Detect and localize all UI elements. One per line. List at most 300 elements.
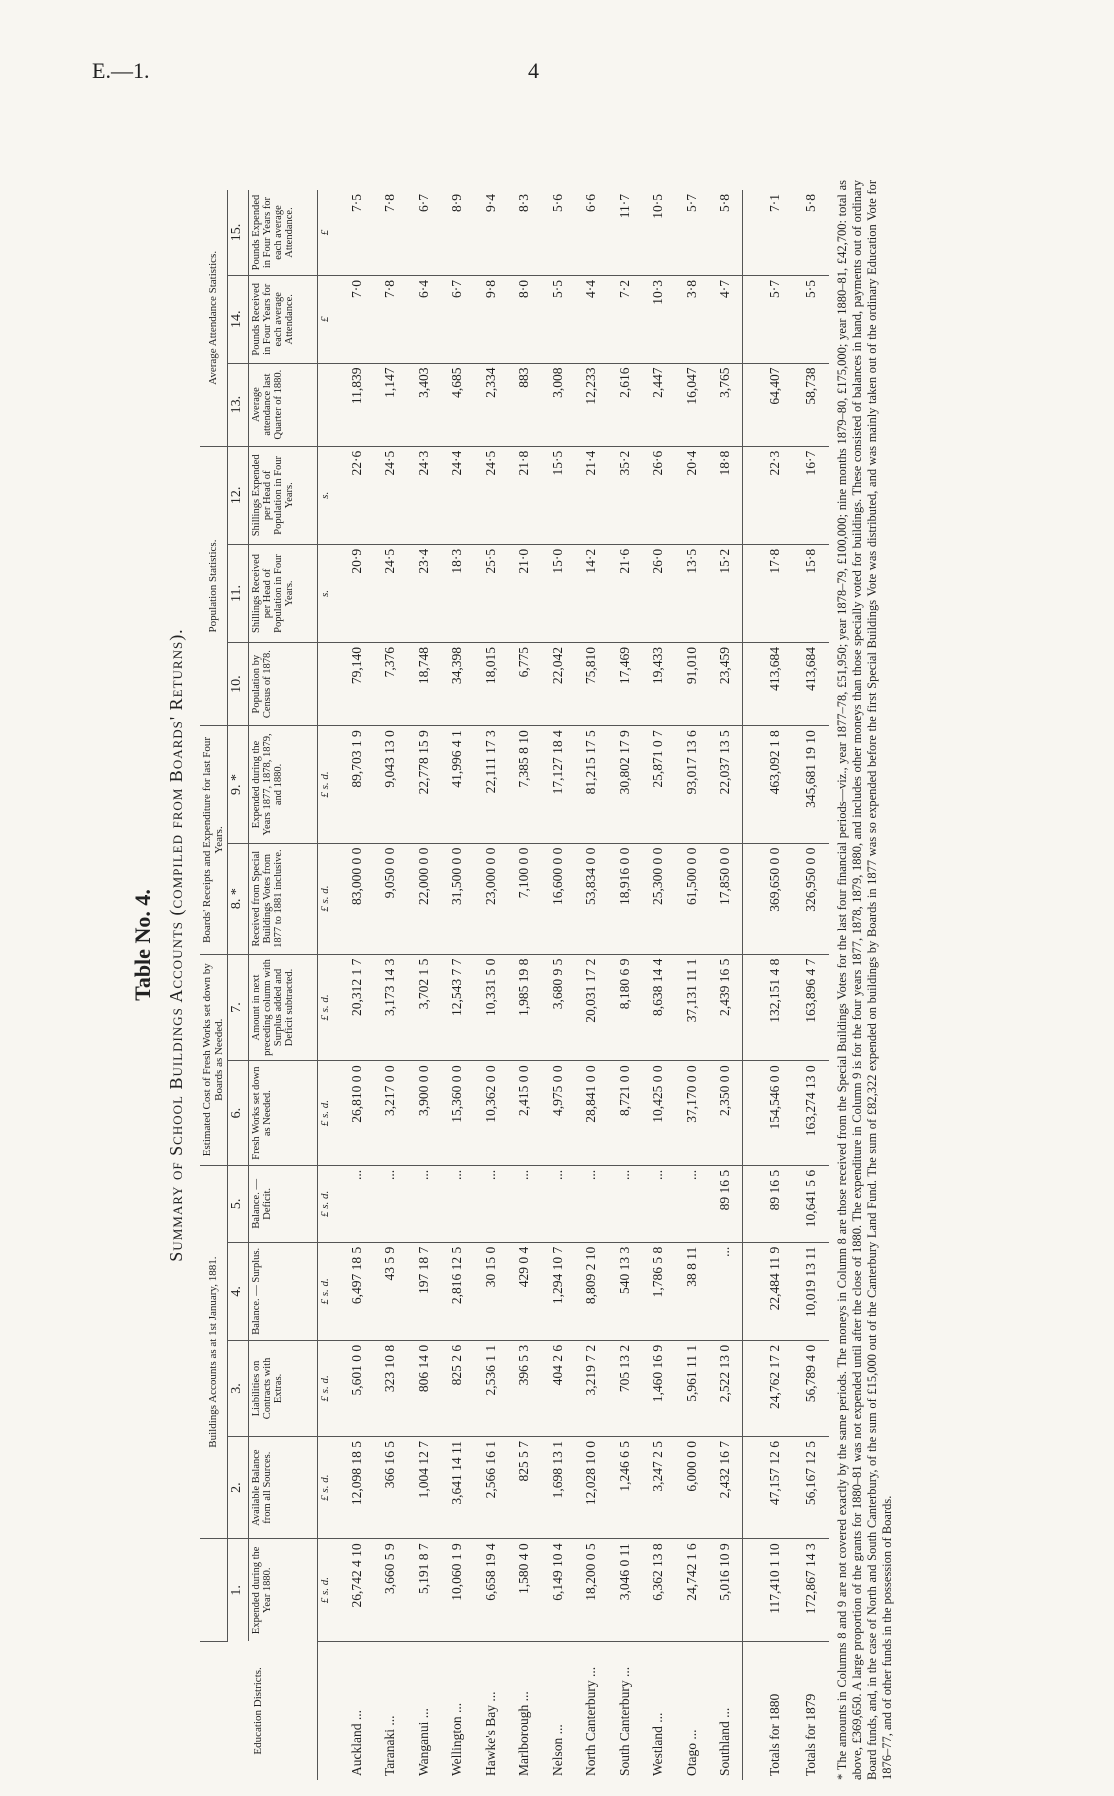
row-label: Auckland ... bbox=[348, 1710, 364, 1776]
table-cell: 4,975 0 0 bbox=[541, 1061, 575, 1166]
table-row bbox=[675, 190, 709, 1780]
column-number: 1. bbox=[228, 1539, 249, 1641]
table-cell: 2,350 0 0 bbox=[709, 1061, 743, 1166]
column-unit: £ s. d. bbox=[318, 726, 341, 843]
row-label: Marlborough ... bbox=[516, 1691, 532, 1776]
table-cell: 38 8 11 bbox=[675, 1242, 709, 1340]
table-cell: 17·8 bbox=[757, 544, 793, 642]
table-cell: 8·3 bbox=[508, 190, 542, 276]
table-cell: 23,000 0 0 bbox=[474, 843, 508, 954]
table-cell: 15·8 bbox=[793, 544, 829, 642]
table-cell: 17,127 18 4 bbox=[541, 726, 575, 843]
table-cell: 18,015 bbox=[474, 643, 508, 726]
table-cell: 5·8 bbox=[709, 190, 743, 276]
separator-cell bbox=[743, 363, 758, 446]
table-row bbox=[508, 190, 542, 1780]
table-cell: 12,098 18 5 bbox=[340, 1436, 374, 1538]
column-unit: s. bbox=[318, 446, 341, 544]
table-cell: ... bbox=[541, 1165, 575, 1242]
column-description: Expended during the Years 1877, 1878, 1879, and 1880. bbox=[249, 726, 318, 843]
column-description: Expended during the Year 1880. bbox=[249, 1539, 318, 1641]
table-cell: ... bbox=[407, 1165, 441, 1242]
table-cell: 5,961 11 1 bbox=[675, 1340, 709, 1436]
table-cell: 15·0 bbox=[541, 544, 575, 642]
table-cell: 2,616 bbox=[608, 363, 642, 446]
table-cell: 163,896 4 7 bbox=[793, 954, 829, 1061]
table-row bbox=[474, 190, 508, 1780]
column-unit: £ s. d. bbox=[318, 843, 341, 954]
table-cell: 5,601 0 0 bbox=[340, 1340, 374, 1436]
table-row bbox=[608, 190, 642, 1780]
table-cell: 1,985 19 8 bbox=[508, 954, 542, 1061]
table-cell: 12,543 7 7 bbox=[441, 954, 475, 1061]
table-cell: 8,809 2 10 bbox=[575, 1242, 609, 1340]
table-row bbox=[575, 190, 609, 1780]
column-number: 5. bbox=[228, 1165, 249, 1242]
table-cell: 6·4 bbox=[407, 276, 441, 363]
column-unit: £ s. d. bbox=[318, 1061, 341, 1166]
table-cell: 429 0 4 bbox=[508, 1242, 542, 1340]
table-cell: ... bbox=[374, 1165, 408, 1242]
table-cell: ... bbox=[340, 1165, 374, 1242]
table-cell: 2,334 bbox=[474, 363, 508, 446]
table-cell: 3,403 bbox=[407, 363, 441, 446]
table-cell: 3·8 bbox=[675, 276, 709, 363]
table-cell: 5·7 bbox=[757, 276, 793, 363]
column-description: Amount in next preceding column with Surplus added and Deficit subtracted. bbox=[249, 954, 318, 1061]
column-number: 9. * bbox=[228, 726, 249, 843]
table-cell: 345,681 19 10 bbox=[793, 726, 829, 843]
unit-row bbox=[318, 190, 341, 1780]
table-cell: 25,300 0 0 bbox=[642, 843, 676, 954]
column-description: Shillings Received per Head of Population in Four Years. bbox=[249, 544, 318, 642]
table-cell: 26,810 0 0 bbox=[340, 1061, 374, 1166]
row-label: North Canterbury ... bbox=[583, 1666, 599, 1776]
table-row bbox=[642, 190, 676, 1780]
table-cell: 883 bbox=[508, 363, 542, 446]
table-cell: 41,996 4 1 bbox=[441, 726, 475, 843]
table-cell: 47,157 12 6 bbox=[757, 1436, 793, 1538]
table-body bbox=[340, 190, 829, 1780]
table-cell: 8·9 bbox=[441, 190, 475, 276]
table-cell: 18·8 bbox=[709, 446, 743, 544]
table-cell: 366 16 5 bbox=[374, 1436, 408, 1538]
column-description: Shillings Expended per Head of Population in Four Years. bbox=[249, 446, 318, 544]
table-cell: 18,916 0 0 bbox=[608, 843, 642, 954]
separator-cell bbox=[743, 1165, 758, 1242]
column-description: Fresh Works set down as Needed. bbox=[249, 1061, 318, 1166]
table-cell: 18,200 0 5 bbox=[575, 1539, 609, 1641]
table-subtitle: Summary of School Buildings Accounts (compiled from Boards' Returns). bbox=[166, 628, 186, 1262]
separator-cell bbox=[743, 843, 758, 954]
table-cell: 53,834 0 0 bbox=[575, 843, 609, 954]
table-cell: 3,219 7 2 bbox=[575, 1340, 609, 1436]
table-cell: 83,000 0 0 bbox=[340, 843, 374, 954]
col-1-group bbox=[200, 1539, 228, 1641]
column-unit: £ s. d. bbox=[318, 1242, 341, 1340]
table-cell: 1,460 16 9 bbox=[642, 1340, 676, 1436]
table-cell: 7,376 bbox=[374, 643, 408, 726]
table-cell: 5·5 bbox=[793, 276, 829, 363]
table-cell: 3,680 9 5 bbox=[541, 954, 575, 1061]
table-cell: 6,497 18 5 bbox=[340, 1242, 374, 1340]
table-cell: 3,247 2 5 bbox=[642, 1436, 676, 1538]
table-cell: 10,641 5 6 bbox=[793, 1165, 829, 1242]
separator-cell bbox=[743, 190, 758, 276]
table-cell: 56,167 12 5 bbox=[793, 1436, 829, 1538]
table-cell: 25,871 0 7 bbox=[642, 726, 676, 843]
column-unit: £ s. d. bbox=[318, 954, 341, 1061]
table-cell: 22·6 bbox=[340, 446, 374, 544]
column-description: Balance. — Deficit. bbox=[249, 1165, 318, 1242]
table-cell: 2,816 12 5 bbox=[441, 1242, 475, 1340]
table-cell: 37,170 0 0 bbox=[675, 1061, 709, 1166]
table-cell: 5·8 bbox=[793, 190, 829, 276]
table-cell: 21·6 bbox=[608, 544, 642, 642]
table-cell: 7·8 bbox=[374, 276, 408, 363]
table-cell: 21·8 bbox=[508, 446, 542, 544]
table-cell: 20,312 1 7 bbox=[340, 954, 374, 1061]
table-cell: 8·0 bbox=[508, 276, 542, 363]
column-number: 4. bbox=[228, 1242, 249, 1340]
column-unit: £ s. d. bbox=[318, 1436, 341, 1538]
table-cell: 23·4 bbox=[407, 544, 441, 642]
totals-separator bbox=[743, 190, 758, 1780]
table-cell: 24·5 bbox=[474, 446, 508, 544]
rotated-table-page bbox=[130, 100, 960, 1790]
table-cell: 10·5 bbox=[642, 190, 676, 276]
table-cell: 34,398 bbox=[441, 643, 475, 726]
table-cell: 31,500 0 0 bbox=[441, 843, 475, 954]
table-cell: 19,433 bbox=[642, 643, 676, 726]
table-cell: 21·0 bbox=[508, 544, 542, 642]
table-cell: 3,008 bbox=[541, 363, 575, 446]
table-cell: 5·7 bbox=[675, 190, 709, 276]
table-cell: 10,019 13 11 bbox=[793, 1242, 829, 1340]
table-cell: 3,660 5 9 bbox=[374, 1539, 408, 1641]
table-cell: 26,742 4 10 bbox=[340, 1539, 374, 1641]
table-cell: ... bbox=[575, 1165, 609, 1242]
separator-cell bbox=[743, 1539, 758, 1641]
table-cell: 3,765 bbox=[709, 363, 743, 446]
table-cell: 9,043 13 0 bbox=[374, 726, 408, 843]
table-cell: 4·4 bbox=[575, 276, 609, 363]
table-cell: 163,274 13 0 bbox=[793, 1061, 829, 1166]
page-code: E.—1. bbox=[92, 58, 150, 83]
table-cell: 8,721 0 0 bbox=[608, 1061, 642, 1166]
row-label: Hawke's Bay ... bbox=[482, 1691, 498, 1776]
table-cell: 12,028 10 0 bbox=[575, 1436, 609, 1538]
table-cell: 22,037 13 5 bbox=[709, 726, 743, 843]
column-unit: £ s. d. bbox=[318, 1539, 341, 1641]
table-row bbox=[340, 190, 374, 1780]
table-cell: 30,802 17 9 bbox=[608, 726, 642, 843]
table-row bbox=[541, 190, 575, 1780]
totals-row bbox=[793, 190, 829, 1780]
table-cell: 7,100 0 0 bbox=[508, 843, 542, 954]
table-cell: 7·5 bbox=[340, 190, 374, 276]
table-cell: 2,432 16 7 bbox=[709, 1436, 743, 1538]
column-description: Received from Special Buildings Votes from 1877 to 1881 inclusive. bbox=[249, 843, 318, 954]
table-cell: 3,641 14 11 bbox=[441, 1436, 475, 1538]
table-cell: 1,294 10 7 bbox=[541, 1242, 575, 1340]
table-cell: 21·4 bbox=[575, 446, 609, 544]
table-cell: 2,447 bbox=[642, 363, 676, 446]
column-description: Pounds Expended in Four Years for each average Attendance. bbox=[249, 190, 318, 276]
table-cell: 35·2 bbox=[608, 446, 642, 544]
row-label: Westland ... bbox=[650, 1712, 666, 1776]
table-cell: 4·7 bbox=[709, 276, 743, 363]
row-label: Otago ... bbox=[683, 1729, 699, 1776]
table-cell: 6,362 13 8 bbox=[642, 1539, 676, 1641]
table-cell: 17,850 0 0 bbox=[709, 843, 743, 954]
column-number: 10. bbox=[228, 643, 249, 726]
table-cell: 2,415 0 0 bbox=[508, 1061, 542, 1166]
table-cell: ... bbox=[675, 1165, 709, 1242]
table-cell: 24,762 17 2 bbox=[757, 1340, 793, 1436]
table-cell: 24·3 bbox=[407, 446, 441, 544]
column-unit: £ bbox=[318, 190, 341, 276]
table-cell: 11·7 bbox=[608, 190, 642, 276]
table-cell: 463,092 1 8 bbox=[757, 726, 793, 843]
column-unit: £ s. d. bbox=[318, 1340, 341, 1436]
table-cell: 1,580 4 0 bbox=[508, 1539, 542, 1641]
column-unit bbox=[318, 643, 341, 726]
separator-cell bbox=[743, 276, 758, 363]
column-number: 12. bbox=[228, 446, 249, 544]
table-cell: 13·5 bbox=[675, 544, 709, 642]
row-label: Wanganui ... bbox=[415, 1708, 431, 1776]
column-description: Population by Census of 1878. bbox=[249, 643, 318, 726]
column-description: Pounds Received in Four Years for each average Attendance. bbox=[249, 276, 318, 363]
table-cell: 8,180 6 9 bbox=[608, 954, 642, 1061]
table-row bbox=[709, 190, 743, 1780]
column-number: 3. bbox=[228, 1340, 249, 1436]
table-cell: 24·5 bbox=[374, 544, 408, 642]
row-label: Totals for 1879 bbox=[803, 1693, 819, 1776]
table-cell: 3,173 14 3 bbox=[374, 954, 408, 1061]
table-cell: 22,000 0 0 bbox=[407, 843, 441, 954]
separator-cell bbox=[743, 1641, 758, 1780]
table-cell: 2,566 16 1 bbox=[474, 1436, 508, 1538]
table-cell: ... bbox=[508, 1165, 542, 1242]
column-number: 14. bbox=[228, 276, 249, 363]
column-description: Liabilities on Contracts with Extras. bbox=[249, 1340, 318, 1436]
table-cell: 6·6 bbox=[575, 190, 609, 276]
page-number: 4 bbox=[528, 58, 539, 83]
table-cell: 81,215 17 5 bbox=[575, 726, 609, 843]
table-cell: ... bbox=[474, 1165, 508, 1242]
table-cell: 6,658 19 4 bbox=[474, 1539, 508, 1641]
table-cell: 22,111 17 3 bbox=[474, 726, 508, 843]
row-label: Totals for 1880 bbox=[767, 1693, 783, 1776]
row-label: Wellington ... bbox=[449, 1702, 465, 1776]
unit-blank bbox=[318, 1641, 341, 1780]
table-row bbox=[407, 190, 441, 1780]
table-cell: 16,047 bbox=[675, 363, 709, 446]
table-cell: 9·4 bbox=[474, 190, 508, 276]
column-description-row bbox=[249, 190, 318, 1780]
table-cell: 117,410 1 10 bbox=[757, 1539, 793, 1641]
table-cell: 1,004 12 7 bbox=[407, 1436, 441, 1538]
table-cell: 11,839 bbox=[340, 363, 374, 446]
table-row bbox=[441, 190, 475, 1780]
table-cell: 20·9 bbox=[340, 544, 374, 642]
population-group-header: Population Statistics. bbox=[200, 446, 228, 726]
column-unit: £ s. d. bbox=[318, 1165, 341, 1242]
table-cell: 16·7 bbox=[793, 446, 829, 544]
column-number: 11. bbox=[228, 544, 249, 642]
table-cell: 132,151 4 8 bbox=[757, 954, 793, 1061]
table-cell: 7·2 bbox=[608, 276, 642, 363]
table-cell: 89 16 5 bbox=[757, 1165, 793, 1242]
table-cell: 37,131 11 1 bbox=[675, 954, 709, 1061]
table-cell: 93,017 13 6 bbox=[675, 726, 709, 843]
column-number: 6. bbox=[228, 1061, 249, 1166]
group-header-row bbox=[200, 190, 228, 1780]
table-cell: 3,900 0 0 bbox=[407, 1061, 441, 1166]
table-cell: 24·5 bbox=[374, 446, 408, 544]
table-cell: 1,147 bbox=[374, 363, 408, 446]
table-cell: 172,867 14 3 bbox=[793, 1539, 829, 1641]
column-description: Balance. — Surplus. bbox=[249, 1242, 318, 1340]
totals-row bbox=[757, 190, 793, 1780]
table-cell: 26·6 bbox=[642, 446, 676, 544]
row-label: Taranaki ... bbox=[382, 1715, 398, 1776]
table-cell: 6,000 0 0 bbox=[675, 1436, 709, 1538]
table-cell: 25·5 bbox=[474, 544, 508, 642]
table-cell: 15·5 bbox=[541, 446, 575, 544]
table-title: Table No. 4. bbox=[130, 889, 155, 1001]
row-label: South Canterbury ... bbox=[616, 1666, 632, 1776]
table-cell: 15,360 0 0 bbox=[441, 1061, 475, 1166]
receipts-group-header: Boards' Receipts and Expenditure for last Four Years. bbox=[200, 726, 228, 954]
table-cell: 6,149 10 4 bbox=[541, 1539, 575, 1641]
table-cell: 1,786 5 8 bbox=[642, 1242, 676, 1340]
table-cell: 369,650 0 0 bbox=[757, 843, 793, 954]
buildings-group-header: Buildings Accounts as at 1st January, 1881. bbox=[200, 1165, 228, 1538]
table-cell: ... bbox=[441, 1165, 475, 1242]
table-cell: 323 10 8 bbox=[374, 1340, 408, 1436]
column-number: 15. bbox=[228, 190, 249, 276]
table-cell: 4,685 bbox=[441, 363, 475, 446]
table-cell: 540 13 3 bbox=[608, 1242, 642, 1340]
table-cell: 3,702 1 5 bbox=[407, 954, 441, 1061]
table-cell: ... bbox=[709, 1242, 743, 1340]
table-cell: 1,698 13 1 bbox=[541, 1436, 575, 1538]
table-cell: 2,522 13 0 bbox=[709, 1340, 743, 1436]
table-cell: 12,233 bbox=[575, 363, 609, 446]
table-cell: 396 5 3 bbox=[508, 1340, 542, 1436]
table-cell: ... bbox=[642, 1165, 676, 1242]
table-cell: 22,042 bbox=[541, 643, 575, 726]
table-cell: 18·3 bbox=[441, 544, 475, 642]
table-cell: 61,500 0 0 bbox=[675, 843, 709, 954]
table-cell: 89 16 5 bbox=[709, 1165, 743, 1242]
separator-cell bbox=[743, 1242, 758, 1340]
table-cell: 10,060 1 9 bbox=[441, 1539, 475, 1641]
table-cell: 91,010 bbox=[675, 643, 709, 726]
table-cell: 16,600 0 0 bbox=[541, 843, 575, 954]
table-cell: 9·8 bbox=[474, 276, 508, 363]
separator-cell bbox=[743, 446, 758, 544]
table-cell: 3,046 0 11 bbox=[608, 1539, 642, 1641]
table-cell: 89,703 1 9 bbox=[340, 726, 374, 843]
row-label: Nelson ... bbox=[549, 1724, 565, 1776]
table-cell: 20·4 bbox=[675, 446, 709, 544]
table-cell: 7·0 bbox=[340, 276, 374, 363]
column-unit: s. bbox=[318, 544, 341, 642]
table-cell: 24,742 1 6 bbox=[675, 1539, 709, 1641]
table-cell: 24·4 bbox=[441, 446, 475, 544]
table-cell: 2,439 16 5 bbox=[709, 954, 743, 1061]
column-unit bbox=[318, 363, 341, 446]
fresh-works-group-header: Estimated Cost of Fresh Works set down by Boards as Needed. bbox=[200, 954, 228, 1165]
table-cell: 7·1 bbox=[757, 190, 793, 276]
table-cell: 825 5 7 bbox=[508, 1436, 542, 1538]
table-cell: 79,140 bbox=[340, 643, 374, 726]
table-cell: 18,748 bbox=[407, 643, 441, 726]
column-description: Available Balance from all Sources. bbox=[249, 1436, 318, 1538]
table-cell: 22,778 15 9 bbox=[407, 726, 441, 843]
column-number-row bbox=[228, 190, 249, 1780]
table-cell: 28,841 0 0 bbox=[575, 1061, 609, 1166]
column-description: Average attendance last Quarter of 1880. bbox=[249, 363, 318, 446]
table-cell: 5,191 8 7 bbox=[407, 1539, 441, 1641]
table-cell: 705 13 2 bbox=[608, 1340, 642, 1436]
table-cell: 30 15 0 bbox=[474, 1242, 508, 1340]
table-cell: 23,459 bbox=[709, 643, 743, 726]
separator-cell bbox=[743, 726, 758, 843]
table-cell: 20,031 17 2 bbox=[575, 954, 609, 1061]
table-cell: 7·8 bbox=[374, 190, 408, 276]
table-cell: 326,950 0 0 bbox=[793, 843, 829, 954]
table-cell: 75,810 bbox=[575, 643, 609, 726]
table-cell: 26·0 bbox=[642, 544, 676, 642]
table-cell: 5·6 bbox=[541, 190, 575, 276]
table-cell: 22,484 11 9 bbox=[757, 1242, 793, 1340]
table-cell: 6,775 bbox=[508, 643, 542, 726]
separator-cell bbox=[743, 544, 758, 642]
table-cell: 413,684 bbox=[793, 643, 829, 726]
table-cell: 806 14 0 bbox=[407, 1340, 441, 1436]
table-cell: 10·3 bbox=[642, 276, 676, 363]
separator-cell bbox=[743, 643, 758, 726]
table-cell: 10,331 5 0 bbox=[474, 954, 508, 1061]
table-cell: 10,425 0 0 bbox=[642, 1061, 676, 1166]
footnote: * The amounts in Columns 8 and 9 are not covered exactly by the same periods. The moneys in Column 8 are those received from the Special Buildings Votes for the last four financial periods—viz., year 1877–78, £51,950; year 1878–79, £100,000; nine months 1879–80, £175,000; year 1880–81, £42,700: total as above, £369,650. A large proportion of the grants for 1880–81 was not expended until after the close of 1880. The expenditure in Column 9 is for the four years 1877, 1878, 1879, 1880, and includes other moneys than those specially voted for buildings. These consisted of balances in hand, payments out of ordinary Board funds, and, in the case of North and South Canterbury, of the sum of £15,000 out of the Canterbury Land Fund. The sum of £82,322 expended on buildings by Boards in 1877 was so expended before the first Special Buildings Vote was distributed, and was mainly taken out of the ordinary Education Vote for 1876–77, and of other funds in the possession of Boards. bbox=[835, 180, 894, 1780]
column-unit: £ bbox=[318, 276, 341, 363]
district-header: Education Districts. bbox=[200, 1641, 318, 1780]
table-cell: 8,638 14 4 bbox=[642, 954, 676, 1061]
table-cell: 7,385 8 10 bbox=[508, 726, 542, 843]
separator-cell bbox=[743, 1340, 758, 1436]
table-cell: 5,016 10 9 bbox=[709, 1539, 743, 1641]
separator-cell bbox=[743, 1436, 758, 1538]
row-label: Southland ... bbox=[717, 1707, 733, 1776]
table-cell: 15·2 bbox=[709, 544, 743, 642]
summary-table bbox=[200, 190, 829, 1780]
table-cell: 58,738 bbox=[793, 363, 829, 446]
column-number: 7. bbox=[228, 954, 249, 1061]
column-number: 8. * bbox=[228, 843, 249, 954]
table-cell: 56,789 4 0 bbox=[793, 1340, 829, 1436]
table-cell: 404 2 6 bbox=[541, 1340, 575, 1436]
table-cell: 14·2 bbox=[575, 544, 609, 642]
table-cell: 10,362 0 0 bbox=[474, 1061, 508, 1166]
table-row bbox=[374, 190, 408, 1780]
table-cell: 197 18 7 bbox=[407, 1242, 441, 1340]
